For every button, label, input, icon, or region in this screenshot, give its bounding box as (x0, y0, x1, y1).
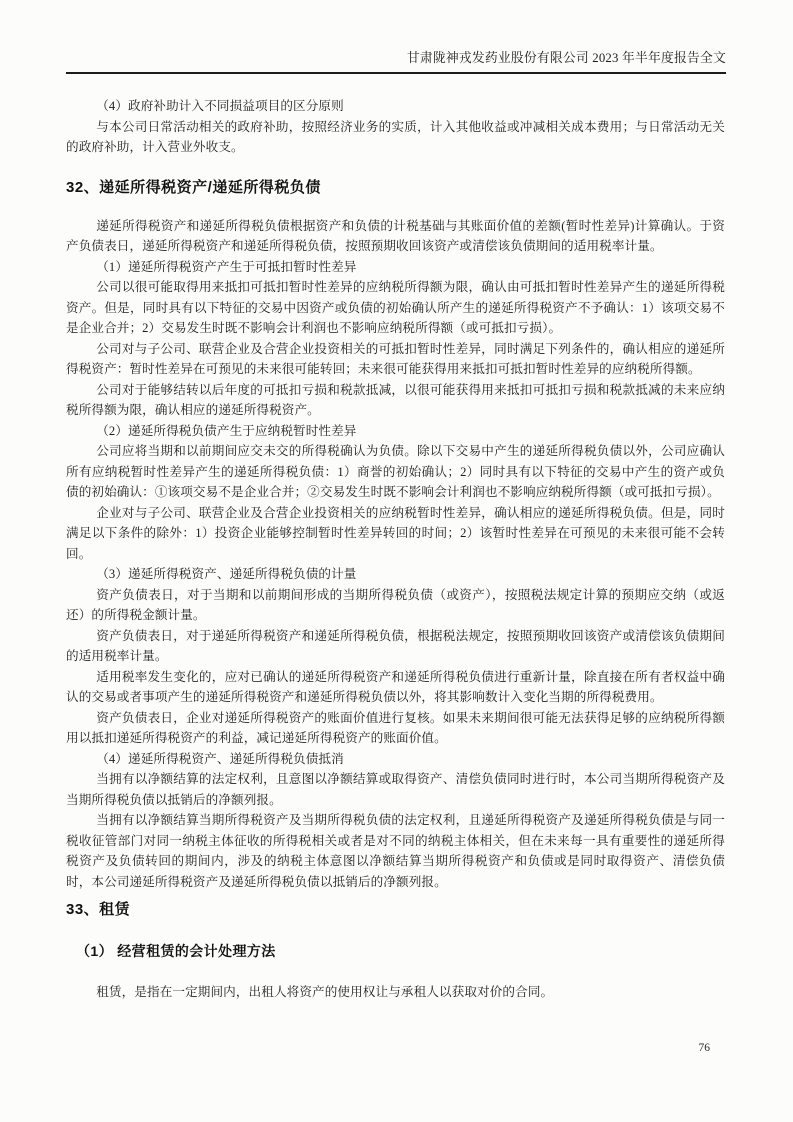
sub-item-1-heading: （1）递延所得税资产产生于可抵扣暂时性差异 (96, 259, 357, 274)
body-paragraph: 租赁，是指在一定期间内，出租人将资产的使用权让与承租人以获取对价的合同。 (96, 985, 554, 999)
body-paragraph: 当拥有以净额结算当期所得税资产及当期所得税负债的法定权利，且递延所得税资产及递延所得税负债是与同一税收征管部门对同一纳税主体征收的所得税相关或者是对不同的纳税主体相关，但在未来每一具有重要性的递延所得税资产及负债转回的期间内，涉及的纳税主体意图以净额结算当期所得税资产和负债或是同时取得资产、清偿负债时，本公司递延所得税资产及递延所得税负债以抵销后的净额列报。 (66, 813, 725, 889)
body-paragraph: 资产负债表日，企业对递延所得税资产的账面价值进行复核。如果未来期间很可能无法获得足够的应纳税所得额用以抵扣递延所得税资产的利益，减记递延所得税资产的账面价值。 (66, 710, 725, 745)
body-paragraph: 企业对与子公司、联营企业及合营企业投资相关的应纳税暂时性差异，确认相应的递延所得税负债。但是，同时满足以下条件的除外：1）投资企业能够控制暂时性差异转回的时间；2）该暂时性差异在可预见的未来很可能不会转回。 (66, 505, 725, 561)
section-heading-32: 32、递延所得税资产/递延所得税负债 (66, 178, 321, 196)
body-paragraph: 公司对与子公司、联营企业及合营企业投资相关的可抵扣暂时性差异，同时满足下列条件的，确认相应的递延所得税资产：暂时性差异在可预见的未来很可能转回；未来很可能获得用来抵扣可抵扣暂时性差异的应纳税所得额。 (66, 341, 725, 376)
clause-gov-subsidy-heading: （4）政府补助计入不同损益项目的区分原则 (96, 99, 344, 113)
page-number: 76 (698, 1042, 710, 1054)
body-paragraph: 递延所得税资产和递延所得税负债根据资产和负债的计税基础与其账面价值的差额(暂时性差异)计算确认。于资产负债表日，递延所得税资产和递延所得税负债，按照预期收回该资产或清偿该负债期间的适用税率计量。 (66, 218, 725, 253)
sub-item-2-heading: （2）递延所得税负债产生于应纳税暂时性差异 (96, 423, 357, 438)
sub-item-3-heading: （3）递延所得税资产、递延所得税负债的计量 (96, 567, 357, 581)
body-paragraph: 适用税率发生变化的，应对已确认的递延所得税资产和递延所得税负债进行重新计量，除直接在所有者权益中确认的交易或者事项产生的递延所得税资产和递延所得税负债以外，将其影响数计入变化当期的所得税费用。 (66, 669, 725, 704)
sub-item-4-heading: （4）递延所得税资产、递延所得税负债抵消 (96, 751, 344, 766)
body-paragraph: 资产负债表日，对于递延所得税资产和递延所得税负债，根据税法规定，按照预期收回该资产或清偿该负债期间的适用税率计量。 (66, 628, 725, 663)
body-paragraph: 与本公司日常活动相关的政府补助，按照经济业务的实质，计入其他收益或冲减相关成本费用；与日常活动无关的政府补助，计入营业外收支。 (66, 119, 725, 154)
body-paragraph: 公司应将当期和以前期间应交未交的所得税确认为负债。除以下交易中产生的递延所得税负债以外，公司应确认所有应纳税暂时性差异产生的递延所得税负债：1）商誉的初始确认；2）同时具有以下特征的交易中产生的资产或负债的初始确认：①该项交易不是企业合并；②交易发生时既不影响会计利润也不影响应纳税所得额（或可抵扣亏损）。 (66, 444, 725, 499)
body-paragraph: 公司以很可能取得用来抵扣可抵扣暂时性差异的应纳税所得额为限，确认由可抵扣暂时性差异产生的递延所得税资产。但是，同时具有以下特征的交易中因资产或负债的初始确认所产生的递延所得税资产不予确认：1）该项交易不是企业合并；2）交易发生时既不影响会计利润也不影响应纳税所得额（或可抵扣亏损）。 (66, 280, 725, 335)
body-paragraph: 当拥有以净额结算的法定权利，且意图以净额结算或取得资产、清偿负债同时进行时，本公司当期所得税资产及当期所得税负债以抵销后的净额列报。 (66, 772, 725, 807)
body-paragraph: 公司对于能够结转以后年度的可抵扣亏损和税款抵减，以很可能获得用来抵扣可抵扣亏损和税款抵减的未来应纳税所得额为限，确认相应的递延所得税资产。 (66, 382, 725, 417)
report-header (66, 50, 726, 74)
section-heading-33: 33、租赁 (66, 901, 131, 918)
document-body (66, 96, 725, 1003)
subsection-heading-lease: （1） 经营租赁的会计处理方法 (76, 943, 276, 959)
body-paragraph: 资产负债表日，对于当期和以前期间形成的当期所得税负债（或资产），按照税法规定计算的预期应交纳（或返还）的所得税金额计量。 (66, 587, 725, 622)
report-header-title: 甘肃陇神戎发药业股份有限公司 2023 年半年度报告全文 (406, 51, 726, 65)
